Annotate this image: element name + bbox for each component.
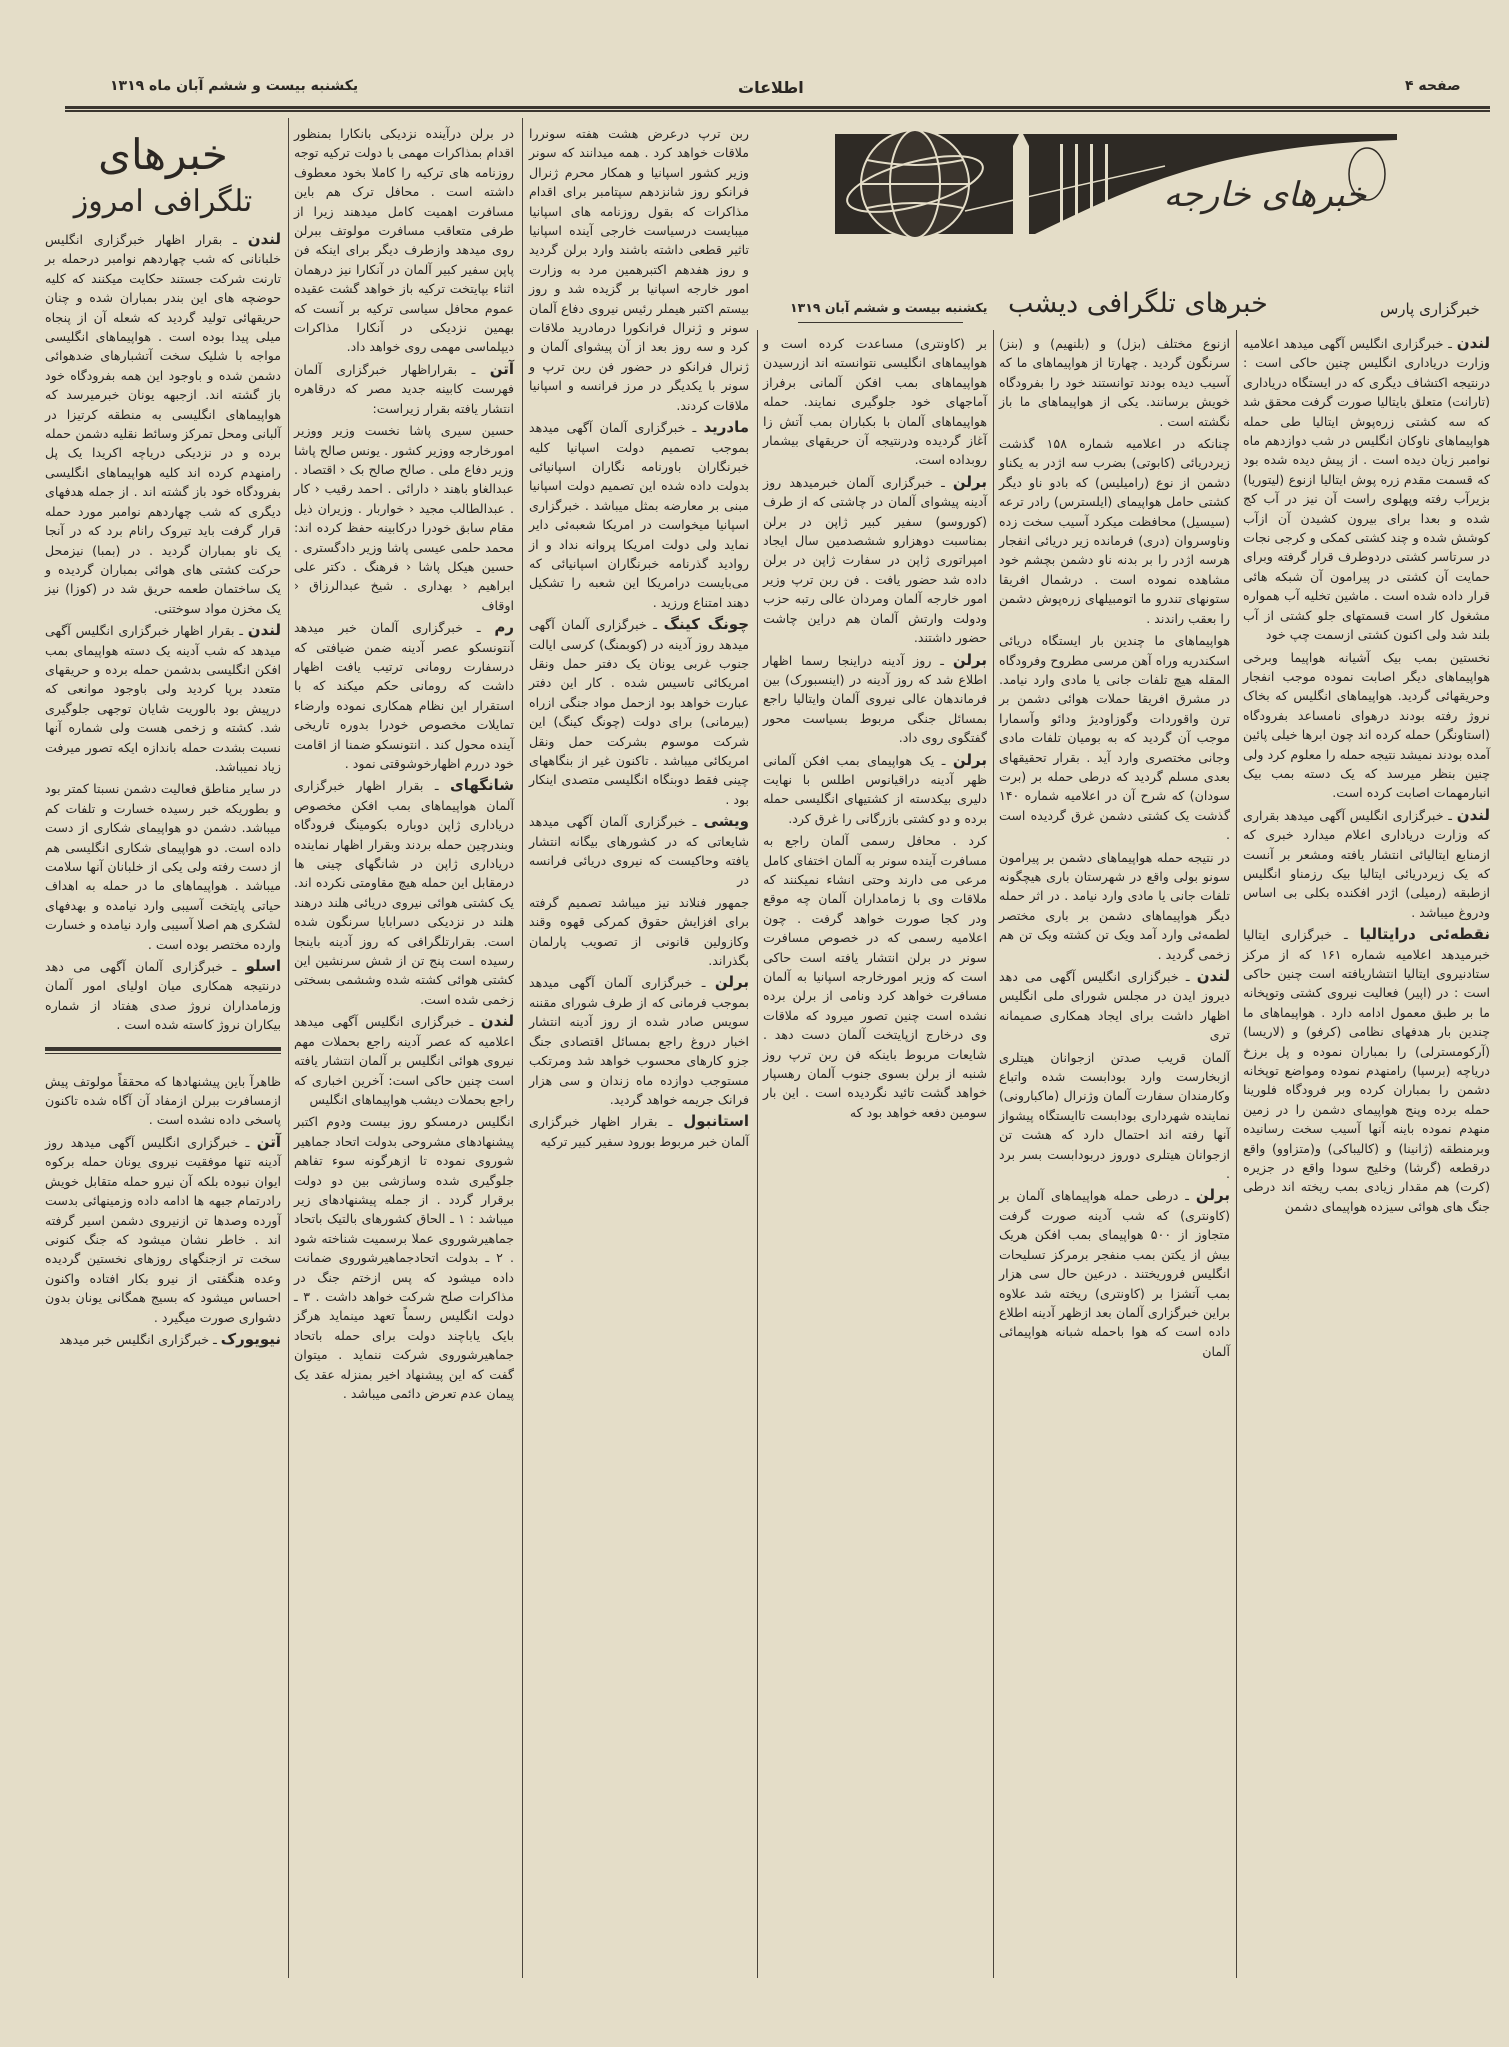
news-item: برلن ـ یک هواپیمای بمب افکن آلمانی ظهر آدینه دراقیانوس اطلس با نهایت دلیری بیکدسته از کشتیهای انگلیسی حمله برده و دو کشتی بازرگانی را غرق کرد. (763, 750, 987, 826)
news-text: خبرگزاری آلمان آگهی میدهد روز آدینه در (کوبمنگ) کرسی ایالت جنوب غربی یونان یک دفتر حمل ونقل امریکائی تاسیس شده . کار این دفتر عبارت خواهد بود ازحمل مواد جنگی ازراه (بیرمانی) برای دولت (چونگ کینگ) این شرکت موسوم بشرکت حمل ونقل امریکائی میباشد . تاکنون غیر از بنگاههای چینی فقط دوبنگاه انگلیسی متصدی اینکار بود . (529, 617, 749, 807)
dateline: آتن (489, 359, 515, 378)
news-text: خبرگزاری ایتالیا خبرمیدهد اعلامیه شماره ۱۶۱ که از مرکز ستادنیروی ایتالیا انتشاریافته است چنین حاکی است : در (اپیر) فعالیت نیروی کشتی وتوپخانه ما بر طبق معمول ادامه دارد . هواپیماهای ما چندین بار هدفهای نظامی (کرفو) و (لاریسا) (آرکومسترلی) را بمباران نموده و پل برزخ دریاچه (برسپا) رامنهدم نموده ومواضع توپخانه دشمن را بمباران کرده وبر فرودگاه فلورینا حمله برده وپنج هواپیمای دشمن را در زمین منهدم نموده باینه آنها آسیب سخت رسانیده وبرمنطقه (ژانینا) و (کالیباکی) و(متزاوو) واقع درقطعه (گرشا) وخلیج سودا واقع در جزیره (کرت) هم مقدار زیادی بمب ریخته اند درطی جنگ های هوائی سیزده هواپیمای دشمن (1243, 927, 1490, 1214)
news-text: هواپیماهای ما چندین بار ایستگاه دریائی اسکندریه وراه آهن مرسی مطروح وفرودگاه المقله هیچ تلفات جانی یا مادی وارد نیامد. در مشرق افریقا حملات هوائی دشمن بر ترن واقوردات وگوزاودیژ ودائو وآسمارا موجب آن گردید که به بومیان تلفات مادی وجانی مختصری وارد آید . بقرار تحقیقهای بعدی مسلم گردید که درطی حمله بر (برت سودان) که شرح آن در اعلامیه شماره ۱۴۰ گذشت یک کشتی دشمن غرق گردیده است . (999, 633, 1230, 843)
page-number: صفحه ۴ (1405, 78, 1461, 94)
news-text: بقرار اظهار خبرگزاری آلمان هواپیماهای بمب افکن مخصوص دریاداری ژاپن دوباره بکومینگ فرودگاه وبندرچین حمله بردند وبقرار اظهار نماینده دریاداری ژاپن در شانگهای چینی ها درمقابل این حمله هیچ مقاومتی نکرده اند. یک کشتی هوائی نیروی دریائی هلند درهند هلند در نزدیکی دسرابایا سرنگون شده است. بقرارتلگرافی که روز آدینه باینجا رسیده است پنج تن از شش سرنشین این کشتی هوائی کشته شده وششمی بسختی زخمی شده است. (294, 778, 514, 1007)
section-date: یکشنبه بیست و ششم آبان ۱۳۱۹ (790, 300, 988, 315)
dateline: لندن (1456, 805, 1490, 824)
dateline: برلن (952, 472, 987, 491)
column-divider (522, 118, 523, 1978)
article-list (45, 1072, 281, 1350)
news-item (763, 831, 987, 1122)
news-item: استانبول ـ بقرار اظهار خبرگزاری آلمان خبر مربوط بورود سفیر کبیر ترکیه (529, 1112, 750, 1149)
news-text: یک هواپیمای بمب افکن آلمانی ظهر آدینه دراقیانوس اطلس با نهایت دلیری بیکدسته از کشتیهای انگلیسی حمله برده و دو کشتی بازرگانی را غرق کرد. (763, 752, 987, 826)
column-3 (529, 124, 749, 1154)
news-item (45, 779, 281, 954)
news-item: نقطه‌ئی درایتالیا ـ خبرگزاری ایتالیا خبرمیدهد اعلامیه شماره ۱۶۱ که از مرکز ستادنیروی ایتالیا انتشاریافته است چنین حاکی است : در (اپیر) فعالیت نیروی کشتی وتوپخانه ما بر طبق معمول ادامه دارد . هواپیماهای ما چندین بار هدفهای نظامی (کرفو) و (لاریسا) (آرکومسترلی) را بمباران نموده و پل برزخ دریاچه (برسپا) رامنهدم نموده ومواضع توپخانه دشمن را بمباران کرده وبر فرودگاه فلورینا حمله برده وپنج هواپیمای دشمن را در زمین منهدم نموده باینه آنها آسیب سخت رسانیده وبرمنطقه (ژانینا) و (کالیباکی) و(متزاوو) واقع درقطعه (گرشا) وخلیج سودا واقع در جزیره (کرت) هم مقدار زیادی بمب ریخته اند درطی جنگ های هوائی سیزده هواپیمای دشمن (1243, 925, 1490, 1214)
banner-title: خبرهای خارجه (1163, 175, 1367, 215)
dateline: چونگ کینگ (663, 615, 750, 634)
news-item: لندن ـ خبرگزاری انگلیس آگهی میدهد اعلامیه که عصر آدینه راجع بحملات مهم نیروی هوائی انگلیس بر آلمان انتشار یافته است چنین حاکی است: آخرین اخباری که راجع بحملات دیشب هواپیماهای انگلیس (294, 1012, 514, 1107)
news-text: نخستین بمب بیک آشیانه هواپیما وبرخی هواپیماهای دیگر اصابت نموده موجب انفجار وحریقهائی گردید. هواپیماهای انگلیس که بخاک نروژ رفته بودند درهوای نامساعد بفرودگاه (استاونگر) حمله کرده اند چون ابرها خیلی پائین آمده بودند نمیشد نتیجه حمله را معلوم کرد ولی چنین بنظر میرسد که یک دسته بمب بیک انبارمهمات اصابت کرده است. (1243, 649, 1490, 801)
dateline: استانبول (683, 1112, 750, 1131)
news-item (1243, 648, 1490, 803)
news-item: ویشی ـ خبرگزاری آلمان آگهی میدهد شایعاتی که در کشورهای بیگانه انتشار یافته وحاکیست که نیروی دریائی فرانسه در (529, 812, 749, 888)
masthead-title: اطلاعات (738, 78, 804, 97)
news-text: کرد . محافل رسمی آلمان راجع به مسافرت آینده سونر به آلمان اختفای کامل مرعی می دارند وحتی انشاء نمیکنند که ملاقات وی با زمامداران آلمان چه موقع ودر کجا صورت خواهد گرفت . چون اعلامیه رسمی که در خصوص مسافرت سونر در برلن انتشار یافته است حاکی است که وزیر امورخارجه اسپانیا به آلمان مسافرت خواهد کرد ونامی از برلن برده نشده است چنین تصور میرود که ملاقات وی درخارج ازپایتخت آلمان دست دهد . شایعات مربوط باینکه فن ربن ترپ روز شنبه از برلن بسوی جنوب آلمان رهسپار خواهد گشت تائید نگردیده است . این بار سومین دفعه خواهد بود که (763, 833, 987, 1120)
news-item: چونگ کینگ ـ خبرگزاری آلمان آگهی میدهد روز آدینه در (کوبمنگ) کرسی ایالت جنوب غربی یونان یک دفتر حمل ونقل امریکائی تاسیس شده . کار این دفتر عبارت خواهد بود ازحمل مواد جنگی ازراه (بیرمانی) برای دولت (چونگ کینگ) این شرکت موسوم بشرکت حمل ونقل امریکائی میباشد . تاکنون غیر از بنگاههای چینی فقط دوبنگاه انگلیسی متصدی اینکار بود . (529, 615, 750, 807)
dateline: نیویورک (220, 1329, 281, 1348)
news-text: بقرار اظهار خبرگزاری انگلیس آگهی میدهد که شب آدینه یک دسته هواپیمای بمب افکن انگلیسی بدشمن حمله برده و حریقهای متعدد برپا کردید ولی باوجود موانعی که درپیش بود بالوریت شایان توجهی جلوگیری شد. کشته و زخمی هست ولی شماره آنها نسبت بشدت حمله باندازه ایکه تصور میرفت زیاد نمیباشد. (45, 623, 281, 774)
news-item: برلن ـ خبرگزاری آلمان آگهی میدهد بموجب فرمانی که از طرف شورای مقننه سویس صادر شده از روز آدینه انتشار اخبار دروغ راجع بمسائل اقتصادی جنگ جزو کارهای محسوب خواهد شد ومرتکب مستوجب دوازده ماه زندان و سی هزار فرانک جریمه خواهد گردید. (529, 973, 749, 1107)
dateline: اسلو (245, 957, 281, 976)
news-text: در نتیجه حمله هواپیماهای دشمن بر پیرامون سونو بولی واقع در شهرستان باری هیچگونه تلفات جانی یا مادی وارد نیامد . در اثر حمله دیگر هواپیماهای دشمن بر باری مختصر لطمه‌ئی وارد آمد ویک تن کشته ویک تن هم زخمی گردید . (999, 849, 1230, 962)
news-text: خبرگزاری آلمان آگهی می دهد درنتیجه همکاری میان اولیای امور آلمان وزمامداران نروژ صدی هفتاد از شماره بیکاران نروژ کاسته شده است . (45, 959, 281, 1033)
news-text: خبرگزاری انگلیس آگهی میدهد اعلامیه وزارت دریاداری انگلیس چنین حاکی است : درنتیجه اکتشاف دیگری که در ایستگاه دریاداری (تارانت) متعلق بایتالیا صورت گرفت محقق شد که سه کشتی زره‌پوش ایتالیا طی حمله هواپیماهای ناوکان انگلیس در شب دوازدهم ماه نوامبر زیان دیده است . از پیش دیده شده بود که قسمت مقدم زره پوش ایتالیا ازنوع (لیتوریا) بزیرآب رفته وپهلوی راست آن نیز در آب کج شده و بعدا برای بیرون کشیدن آن ازآب کوشش شده و چند کشتی کمکی و کرجی نجات در سرتاسر کشتی دردوطرف قرار گرفته وبرای حمایت آن کشتی در پیرامون آن شبکه هائی قرار داده شده است . ماشین تخلیه آب همواره مشغول کار است قسمتهای جلو کشتی از آب بلند شد ولی اکنون کشتی ازسمت چپ خود (1243, 336, 1490, 643)
news-text: خبرگزاری انگلیس خبر میدهد (59, 1331, 210, 1347)
news-text: بقراراظهار خبرگزاری آلمان فهرست کابینه جدید مصر که درقاهره انتشار یافته بقرار زیراست: (294, 361, 514, 416)
news-item: مادرید ـ خبرگزاری آلمان آگهی میدهد بموجب تصمیم دولت اسپانیا کلیه خبرنگاران باورنامه نگاران اسپانیائی بدولت داده شده این تصمیم دولت اسپانیا مبنی بر معارضه بمثل میباشد . خبرگزاری اسپانیا میخواست در امریکا شعبه‌ئی دایر نماید ولی دولت امریکا پروانه نداد و از روادید گذرنامه خبرنگاران اسپانیائی که می‌بایست درامریکا این شعبه را تشکیل دهند امتناع ورزید . (529, 418, 749, 610)
news-item: رم ـ خبرگزاری آلمان خبر میدهد آنتونسکو عصر آدینه ضمن ضیافتی که درسفارت رومانی ترتیب یافت اظهار داشت که رومانی حکم میکند که با استقرار این نظام همکاری نموده وارضاء تمایلات مخصوص خودرا بدوره تاریخی آینده محول کند . انتونسکو ضمنا از اقامت خود دررم اظهارخوشوقتی نمود . (294, 618, 514, 771)
column-divider (993, 330, 994, 1978)
news-text: جمهور فنلاند نیز میباشد تصمیم گرفته برای افزایش حقوق کمرکی قهوه وقند وکازولین قانونی از تصویب پارلمان بگذراند. (529, 894, 749, 969)
article-list (763, 334, 987, 1122)
news-item: شانگهای ـ بقرار اظهار خبرگزاری آلمان هواپیماهای بمب افکن مخصوص دریاداری ژاپن دوباره بکومینگ فرودگاه وبندرچین حمله بردند وبقرار اظهار نماینده دریاداری ژاپن در شانگهای چینی ها درمقابل این حمله هیچ مقاومتی نکرده اند. یک کشتی هوائی نیروی دریائی هلند درهند هلند در نزدیکی دسرابایا سرنگون شده است. بقرارتلگرافی که روز آدینه باینجا رسیده است پنج تن از شش سرنشین این کشتی هوائی کشته شده وششمی بسختی زخمی شده است. (294, 776, 514, 1007)
dateline: شانگهای (449, 776, 514, 795)
column-6 (1243, 334, 1490, 1219)
dateline: آتن (256, 1132, 281, 1151)
news-item: لندن ـ خبرگزاری انگلیس آگهی می دهد دیروز ایدن در مجلس شورای ملی انگلیس اظهار داشت برای ایجاد همکاری صمیمانه تری (999, 967, 1231, 1043)
news-text: ربن ترپ درعرض هشت هفته سونررا ملاقات خواهد کرد . همه میدانند که سونر وزیر کشور اسپانیا و همکار محرم ژنرال فرانکو روز شانزدهم سپتامبر برای اقدام مذاکرات که بقول روزنامه های اسپانیا میبایست درسیاست خارجی آینده اسپانیا تاثیر قطعی داشته باشند وارد برلن گردید و روز هفدهم اکتبرهمین مرد به وزارت امور خارجه اسپانیا بر گزیده شد و روز بیستم اکتبر هیملر رئیس نیروی دفاع آلمان سونر و ژنرال فرانکورا درمادرید ملاقات کرد و سه روز بعد از آن پیشوای آلمان و ژنرال فرانکو در حضور فن ربن ترپ و سونر با یکدیگر در مرز فرانسه و اسپانیا ملاقات کردند. (529, 126, 749, 413)
news-text: انگلیس درمسکو روز بیست ودوم اکتبر پیشنهادهای مشروحی بدولت اتحاد جماهیر شوروی نموده تا ازهرگونه سوء تفاهم جلوگیری شده وسازشی بین دو دولت برقرار گردد . از جمله پیشنهادهای زیر میباشد : ۱ ـ الحاق کشورهای بالتیک باتحاد جماهیرشوروی عملا برسمیت شناخته شود . ۲ ـ بدولت اتحادجماهیرشوروی ضمانت داده میشود که پس ازختم جنگ در مذاکرات صلح شرکت خواهد داشت . ۳ ـ دولت انگلیس رسماً تعهد مینماید هرگز بایک یاباچند دولت برای حمله باتحاد جماهیرشوروی شرکت ننماید . میتوان گفت که این پیشنهاد اخیر بمنزله عقد یک پیمان عدم تعرض دائمی میباشد . (294, 1114, 514, 1401)
news-item: لندن ـ بقرار اظهار خبرگزاری انگلیس خلبانانی که شب چهاردهم نوامبر درحمله بر تارنت شرکت جستند حکایت میکنند که کلیه حوضچه های این بندر بمباران شده و چنان حریقهائی تولید گردید که شعله آن از پنجاه میلی پیدا بوده است . هواپیماهای انگلیسی مواجه با شلیک سخت آتشبارهای ضدهوائی دشمن شده و باوجود این همه بفرودگاه خود باز گشته اند. ازجبهه یونان خبرمیرسد که هواپیماهای انگلیسی به منطقه کرتیزا در آلبانی ومحل تمرکز وسائط نقلیه دشمن حمله برده و در نزدیکی دریاچه اکریدا یک پل رامنهدم کرده اند کلیه هواپیماهای انگلیسی بفرودگاه خود باز گشته اند . از جمله هدفهای دیگری که شب چهاردهم نوامبر مورد حمله قرار گرفت باید تیروک رانام برد که در آنجا یک ناو بمباران گردید . در (بمبا) نیزمحل حرکت کشتی های هوائی بمباران گردیده و یک ساختمان طعمه حریق شد در (کوزا) نیز یک مخزن مواد سوختنی. (45, 230, 281, 616)
dateline: ویشی (703, 812, 749, 831)
news-text: خبرگزاری انگلیس آگهی می دهد دیروز ایدن در مجلس شورای ملی انگلیس اظهار داشت برای ایجاد همکاری صمیمانه تری (999, 969, 1230, 1043)
news-item (529, 893, 749, 971)
news-text: چنانکه در اعلامیه شماره ۱۵۸ گذشت زیردریائی (کابوتی) بضرب سه اژدر به یکناو دشمن از نوع (رامیلیس) که بادو ناو دیگر کشتی حامل هواپیمای (ایلسترس) رادر ترعه (سیسیل) محافظت میکرد آسیب سخت زده وناوسروان (دری) فرمانده زیر دریائی انفجار هرسه اژدر را بر بدنه ناو دشمن بچشم خود مشاهده نموده است . درشمال افریقا ستونهای تندرو ما اتومبیلهای زره‌پوش دشمن را بعقب راندند . (999, 436, 1231, 626)
dateline: لندن (480, 1012, 514, 1031)
news-text: درطی حمله هواپیماهای آلمان بر (کاونتری) که شب آدینه صورت گرفت متجاوز از ۵۰۰ هواپیمای بمب افکن هریک بیش از یکتن بمب منفجر برمرکز تسلیحات انگلیس فروریختند . درعین حال سی هزار بمب آتشزا بر (کاونتری) ریخته شد علاوه براین خبرگزاری آلمان بعد ازظهر آدینه اطلاع داده است که هوا باحمله شبانه هواپیمائی آلمان (999, 1188, 1230, 1359)
news-item (45, 1072, 281, 1130)
news-item: لندن ـ خبرگزاری انگلیس آگهی میدهد اعلامیه وزارت دریاداری انگلیس چنین حاکی است : درنتیجه اکتشاف دیگری که در ایستگاه دریاداری (تارانت) متعلق بایتالیا صورت گرفت محقق شد که سه کشتی زره‌پوش ایتالیا طی حمله هواپیماهای ناوکان انگلیس در شب دوازدهم ماه نوامبر زیان دیده است . از پیش دیده شده بود که قسمت مقدم زره پوش ایتالیا ازنوع (لیتوریا) بزیرآب رفته وپهلوی راست آن نیز در آب کج شده و بعدا برای بیرون کشیدن آن ازآب کوشش شده و چند کشتی کمکی و کرجی نجات در سرتاسر کشتی دردوطرف قرار گرفته وبرای حمایت آن کشتی در پیرامون آن شبکه هائی قرار داده شده است . ماشین تخلیه آب همواره مشغول کار است قسمتهای جلو کشتی از آب بلند شد ولی اکنون کشتی ازسمت چپ خود (1243, 334, 1490, 643)
news-item (294, 1112, 514, 1403)
foreign-news-banner (835, 126, 1397, 242)
news-text: بر (کاونتری) مساعدت کرده است و هواپیماهای انگلیسی نتوانسته اند ازرسیدن هواپیماهای بمب افکن آلمانی برفراز آماجهای خود جلوگیری نمایند. حمله هواپیماهای آلمان با بکباران بمب آتش زا آغاز گردیده ودرنتیجه آن حریقهای بیشمار روبداده است. (763, 336, 987, 468)
news-item: آتن ـ خبرگزاری انگلیس آگهی میدهد روز آدینه تنها موفقیت نیروی یونان حمله برکوه ایوان نبوده بلکه آن نیرو حمله متقابل خویش رادرتمام جبهه ها ادامه داده وزمینهائی بدست آورده وصدها تن ازنیروی دشمن اسیر گرفته اند . خاطر نشان میشود که جنگ کنونی سخت تر ازجنگهای روزهای نخستین گردیده وعده هنگفتی از نیرو بکار افتاده واکنون احساس میشود که بسیج همگانی یونان بدون دشواری صورت میگیرد . (45, 1132, 281, 1325)
news-text: ظاهرآ باین پیشنهادها که محققاً مولوتف پیش ازمسافرت ببرلن ازمفاد آن آگاه شده تاکنون پاسخی داده نشده است . (45, 1073, 281, 1128)
article-list (294, 124, 514, 1403)
news-agency-label: خبرگزاری پارس (1380, 300, 1480, 318)
column-2 (294, 124, 514, 1406)
news-text: در سایر مناطق فعالیت دشمن نسبتا کمتر بود و بطوریکه خبر رسیده خسارت و تلفات کم میباشد. دشمن دو هواپیمای شکاری از دست داده است. دو هواپیمای شکاری انگلیسی هم از دست رفته ولی یکی از خلبانان آنها سلامت میباشد . هواپیماهای ما در حمله به اهداف حیاتی پایتخت آسیبی وارد نیامده و بهدفهای لشکری هم اصلا آسیبی وارد نیامده و خسارت وارده مختصر بوده است . (45, 781, 281, 952)
news-item (763, 334, 987, 470)
news-text: بقرار اظهار خبرگزاری انگلیس خلبانانی که شب چهاردهم نوامبر درحمله بر تارنت شرکت جستند حکایت میکنند که کلیه حوضچه های این بندر بمباران شده و چنان حریقهائی تولید گردید که شعله آن از پنجاه میلی پیدا بوده است . هواپیماهای انگلیسی مواجه با شلیک سخت آتشبارهای ضدهوائی دشمن شده و باوجود این همه بفرودگاه خود باز گشته اند. ازجبهه یونان خبرمیرسد که هواپیماهای انگلیسی به منطقه کرتیزا در آلبانی ومحل تمرکز وسائط نقلیه دشمن حمله برده و در نزدیکی دریاچه اکریدا یک پل رامنهدم کرده اند کلیه هواپیماهای انگلیسی بفرودگاه خود باز گشته اند . از جمله هدفهای دیگری که شب چهاردهم نوامبر مورد حمله قرار گرفت باید تیروک رانام برد که در آنجا یک ناو بمباران گردید . در (بمبا) نیزمحل حرکت کشتی های هوائی بمباران گردیده و یک ساختمان طعمه حریق شد در (کوزا) نیز یک مخزن مواد سوختنی. (45, 232, 281, 616)
news-item: برلن ـ خبرگزاری آلمان خبرمیدهد روز آدینه پیشوای آلمان در چاشتی که از طرف (کوروسو) سفیر کبیر ژاپن در برلن بمناسبت دوهزارو ششصدمین سال ایجاد امپراتوری ژاپن در سفارت ژاپن در برلن داده شد حضور یافت . فن ربن ترپ وزیر امور خارجه آلمان ومردان عالی رتبه حزب ودولت وارتش آلمان هم دراین چاشت حضور داشتند. (763, 472, 987, 646)
date-underline (798, 322, 963, 323)
dateline: برلن (952, 650, 987, 669)
news-text: خبرگزاری آلمان خبر میدهد آنتونسکو عصر آدینه ضمن ضیافتی که درسفارت رومانی ترتیب یافت اظهار داشت که رومانی حکم میکند که با استقرار این نظام همکاری نموده وارضاء تمایلات مخصوص خودرا بدوره تاریخی آینده محول کند . انتونسکو ضمنا از اقامت خود دررم اظهارخوشوقتی نمود . (294, 620, 514, 771)
news-item (529, 124, 749, 415)
news-item (999, 631, 1230, 844)
header-rule (65, 106, 1490, 112)
news-item: لندن ـ خبرگزاری انگلیس آگهی میدهد بقراری که وزارت دریاداری اعلام میدارد خبری که ازمنابع ایتالیائی انتشار یافته ومشعر بر آنست که یک زیردریائی ایتالیا بیک رزمناو انگلیس ازطبقه (رمیلی) اژدر افکنده بکلی بی اساس ودروغ میباشد . (1243, 805, 1490, 920)
column-4 (763, 334, 987, 1125)
dateline: مادرید (703, 418, 749, 437)
news-text: بقرار اظهار خبرگزاری آلمان خبر مربوط بورود سفیر کبیر ترکیه (529, 1114, 749, 1149)
news-text: خبرگزاری آلمان آگهی میدهد بموجب فرمانی که از طرف شورای مقننه سویس صادر شده از روز آدینه انتشار اخبار دروغ راجع بمسائل اقتصادی جنگ جزو کارهای محسوب خواهد شد ومرتکب مستوجب دوازده ماه زندان و سی هزار فرانک جریمه خواهد گردید. (529, 975, 749, 1107)
news-text: خبرگزاری آلمان آگهی میدهد شایعاتی که در کشورهای بیگانه انتشار یافته وحاکیست که نیروی دریائی فرانسه در (529, 814, 749, 888)
news-item (999, 434, 1230, 628)
news-item: لندن ـ بقرار اظهار خبرگزاری انگلیس آگهی میدهد که شب آدینه یک دسته هواپیمای بمب افکن انگلیسی بدشمن حمله برده و حریقهای متعدد برپا کردید ولی باوجود موانعی که درپیش بود بالوریت شایان توجهی جلوگیری شد. کشته و زخمی هست ولی شماره آنها نسبت بشدت حمله باندازه ایکه تصور میرفت زیاد نمیباشد. (45, 621, 281, 774)
dateline: برلن (1195, 1186, 1230, 1205)
dateline: لندن (1456, 334, 1490, 352)
news-item (999, 848, 1230, 964)
dateline: نقطه‌ئی درایتالیا (1359, 925, 1490, 944)
column-1 (45, 128, 281, 1352)
news-item (999, 334, 1230, 431)
news-text: خبرگزاری انگلیس آگهی میدهد روز آدینه تنها موفقیت نیروی یونان حمله برکوه ایوان نبوده بلکه آن نیرو حمله متقابل خویش رادرتمام جبهه ها ادامه داده وزمینهائی بدست آورده وصدها تن ازنیروی دشمن اسیر گرفته اند . خاطر نشان میشود که جنگ کنونی سخت تر ازجنگهای روزهای نخستین گردیده وعده هنگفتی از نیرو بکار افتاده واکنون احساس میشود که بسیج همگانی یونان بدون دشواری صورت میگیرد . (45, 1134, 281, 1325)
dateline: رم (494, 618, 514, 637)
column-divider (1236, 330, 1237, 1978)
news-text: خبرگزاری آلمان آگهی میدهد بموجب تصمیم دولت اسپانیا کلیه خبرنگاران باورنامه نگاران اسپانیائی بدولت داده شده این تصمیم دولت اسپانیا مبنی بر معارضه بمثل میباشد . خبرگزاری اسپانیا میخواست در امریکا شعبه‌ئی دایر نماید ولی دولت امریکا پروانه نداد و از روادید گذرنامه خبرنگاران اسپانیائی که می‌بایست درامریکا این شعبه را تشکیل دهند امتناع ورزید . (529, 420, 749, 610)
news-text: خبرگزاری انگلیس آگهی میدهد اعلامیه که عصر آدینه راجع بحملات مهم نیروی هوائی انگلیس بر آلمان انتشار یافته است چنین حاکی است: آخرین اخباری که راجع بحملات دیشب هواپیماهای انگلیس (294, 1014, 514, 1107)
left-headline-1: خبرهای (98, 130, 228, 179)
article-list (45, 230, 281, 1035)
news-item: اسلو ـ خبرگزاری آلمان آگهی می دهد درنتیجه همکاری میان اولیای امور آلمان وزمامداران نروژ صدی هفتاد از شماره بیکاران نروژ کاسته شده است . (45, 957, 281, 1033)
section-headline: خبرهای تلگرافی دیشب (1008, 288, 1268, 319)
news-text: حسین سیری پاشا نخست وزیر ووزیر امورخارجه ووزیر کشور . یونس صالح پاشا وزیر دفاع ملی . صالح صالح بک ‹ اقتصاد . عبدالغاو باهند ‹ دارائی . احمد رقیب ‹ کار . عبدالطالب مجید ‹ خواربار . وزیران ذیل مقام سابق خودرا درکابینه حفظ کرده اند: محمد حلمی عیسی پاشا وزیر دادگستری . حسین هیکل پاشا ‹ فرهنگ . دکتر علی ابراهیم ‹ بهداری . شیخ عبدالرزاق ‹ اوقاف (294, 423, 514, 613)
news-text: آلمان قریب صدتن ازجوانان هیتلری ازبخارست وارد بودابست شده واتباع وکارمندان سفارت آلمان وژنرال (ماکبارونی) نماینده شهرداری بودابست تاایستگاه پیشواز آنها رفته اند احتمال دارد که هشت تن ازجوانان هیتلری دوروز دربودابست بسر برد . (999, 1049, 1230, 1182)
column-divider (288, 118, 289, 1978)
news-text: خبرگزاری آلمان خبرمیدهد روز آدینه پیشوای آلمان در چاشتی که از طرف (کوروسو) سفیر کبیر ژاپن در برلن بمناسبت دوهزارو ششصدمین سال ایجاد امپراتوری ژاپن در سفارت ژاپن در برلن داده شد حضور یافت . فن ربن ترپ وزیر امور خارجه آلمان ومردان عالی رتبه حزب ودولت وارتش آلمان هم دراین چاشت حضور داشتند. (763, 474, 987, 646)
dateline: برلن (714, 973, 749, 992)
section-rule (45, 1047, 281, 1054)
article-list (529, 124, 749, 1151)
news-item: آتن ـ بقراراظهار خبرگزاری آلمان فهرست کابینه جدید مصر که درقاهره انتشار یافته بقرار زیراست: (294, 359, 515, 416)
dateline: برلن (952, 750, 987, 769)
article-list (999, 334, 1230, 1361)
news-text: خبرگزاری انگلیس آگهی میدهد بقراری که وزارت دریاداری اعلام میدارد خبری که ازمنابع ایتالیائی انتشار یافته ومشعر بر آنست که یک زیردریائی ایتالیا بیک رزمناو انگلیس ازطبقه (رمیلی) اژدر افکنده بکلی بی اساس ودروغ میباشد . (1243, 807, 1490, 920)
article-list (1243, 334, 1490, 1216)
dateline: لندن (1196, 967, 1231, 985)
header-date: یکشنبه بیست و ششم آبان ماه ۱۳۱۹ (110, 78, 359, 94)
column-divider (757, 330, 758, 1978)
news-item (294, 421, 514, 615)
dateline: لندن (247, 230, 281, 248)
news-item: برلن ـ درطی حمله هواپیماهای آلمان بر (کاونتری) که شب آدینه صورت گرفت متجاوز از ۵۰۰ هواپیمای بمب افکن هریک بیش از یکتن بمب منفجر برمرکز تسلیحات انگلیس فروریختند . درعین حال سی هزار بمب آتشزا بر (کاونتری) ریخته شد علاوه براین خبرگزاری آلمان بعد ازظهر آدینه اطلاع داده است که هوا باحمله شبانه هواپیمائی آلمان (999, 1186, 1230, 1359)
news-item (999, 1048, 1230, 1184)
left-headline-2: تلگرافی امروز (73, 184, 253, 219)
news-text: در برلن درآینده نزدیکی بانکارا بمنظور اقدام بمذاکرات مهمی با دولت ترکیه توجه روزنامه های ترکیه را کاملا بخود معطوف داشته است . محافل ترک هم باین مسافرت اهمیت کامل میدهند زیرا از طرفی متعاقب مسافرت مولوتف ببرلن روی میدهد وازطرف دیگر برای اینکه فن پاپن سفیر کبیر آلمان در آنکارا نیز درهمان اثناء بپایتخت ترکیه باز خواهد گشت عقیده عموم محافل سیاسی ترکیه بر آنست که بهمین نزدیکی در آنکارا مذاکرات دیپلماسی مهمی روی خواهد داد. (294, 126, 514, 355)
news-text: ازنوع مختلف (بزل) و (بلنهیم) و (بنز) سرنگون گردید . چهارتا از هواپیماهای ما که آسیب دیده بودند توانستند خود را بفرودگاه خویش برسانند. یکی از هواپیماهای ما باز نگشته است . (999, 336, 1230, 429)
news-item: برلن ـ روز آدینه دراینجا رسما اظهار اطلاع شد که روز آدینه در (اینسبورک) بین فرماندهان عالی نیروی آلمان وایتالیا راجع بمسائل جنگی مربوط بسیاست محور گفتگوی روی داد. (763, 650, 987, 746)
dateline: لندن (247, 621, 281, 640)
news-item (294, 124, 514, 357)
news-text: روز آدینه دراینجا رسما اظهار اطلاع شد که روز آدینه در (اینسبورک) بین فرماندهان عالی نیروی آلمان وایتالیا راجع بمسائل جنگی مربوط بسیاست محور گفتگوی روی داد. (763, 652, 987, 746)
news-item: نیویورک ـ خبرگزاری انگلیس خبر میدهد (59, 1329, 281, 1348)
column-5 (999, 334, 1230, 1364)
